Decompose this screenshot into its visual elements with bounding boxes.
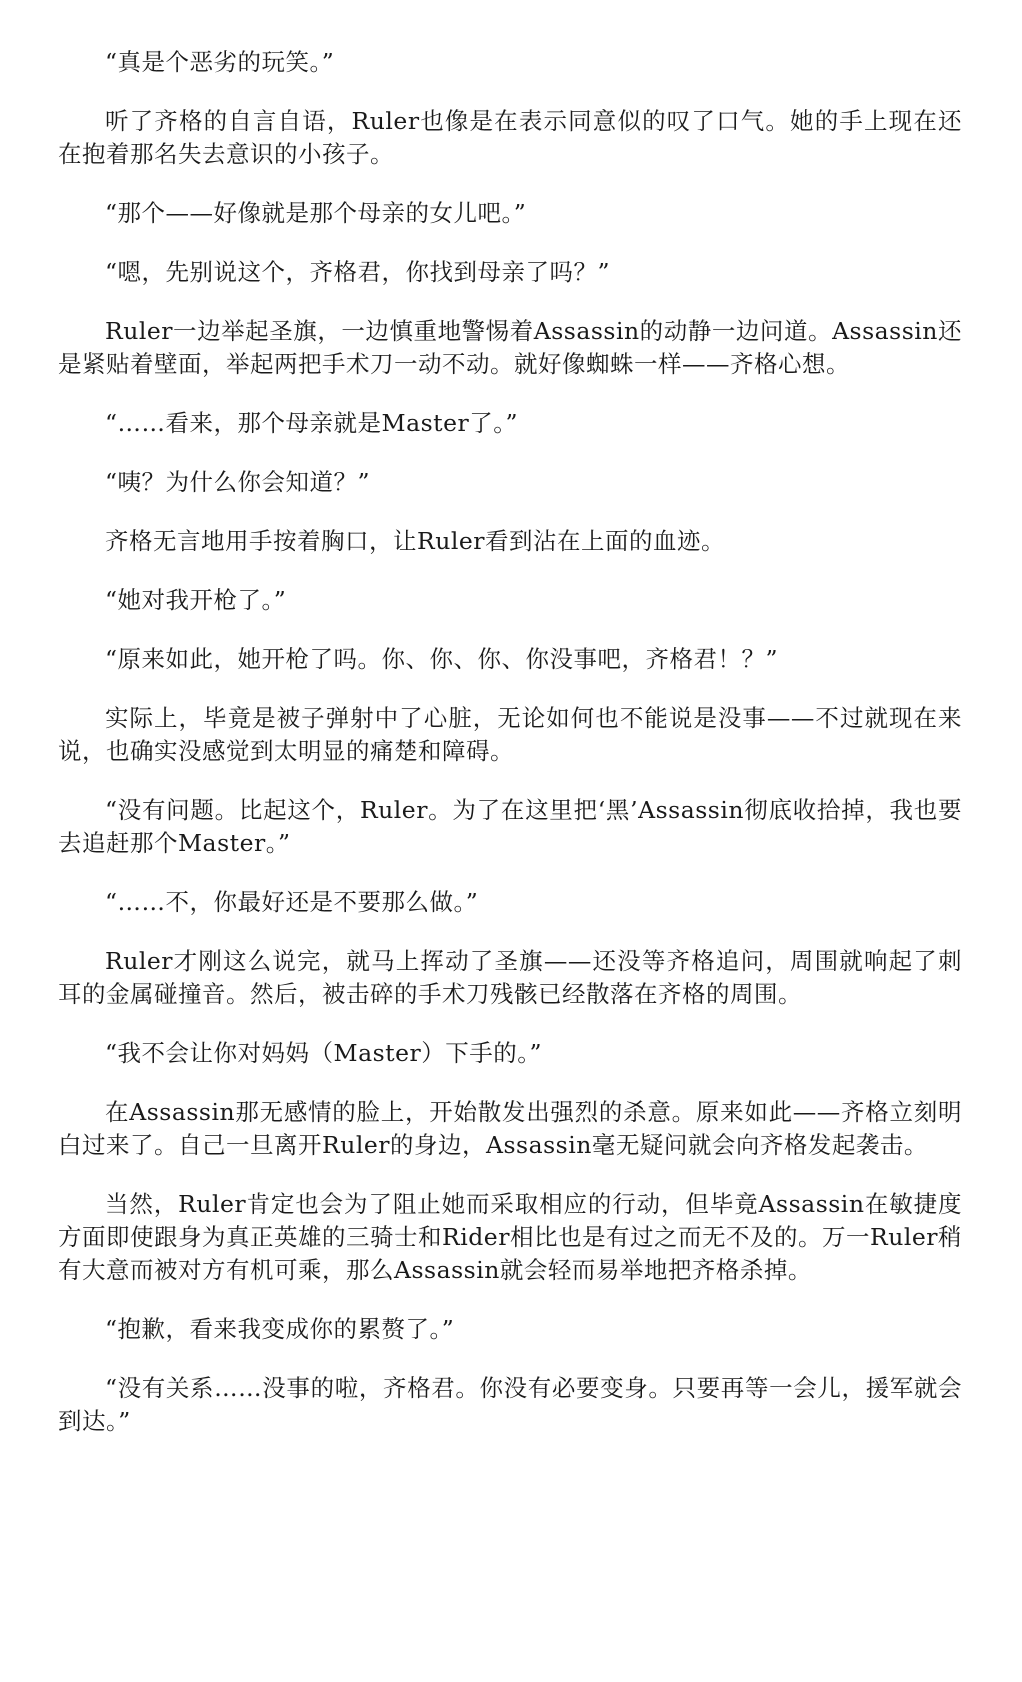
- paragraph: Ruler一边举起圣旗，一边慎重地警惕着Assassin的动静一边问道。Assassin还是紧贴着壁面，举起两把手术刀一动不动。就好像蜘蛛一样——齐格心想。: [58, 317, 962, 378]
- paragraph: 当然，Ruler肯定也会为了阻止她而采取相应的行动，但毕竟Assassin在敏捷度方面即使跟身为真正英雄的三骑士和Rider相比也是有过之而无不及的。万一Ruler稍有大意而被对方有机可乘，那么Assassin就会轻而易举地把齐格杀掉。: [58, 1190, 962, 1284]
- paragraph: “咦？为什么你会知道？”: [105, 468, 371, 496]
- paragraph: Ruler才刚这么说完，就马上挥动了圣旗——还没等齐格追问，周围就响起了刺耳的金属碰撞音。然后，被击碎的手术刀残骸已经散落在齐格的周围。: [58, 947, 962, 1008]
- paragraph: 听了齐格的自言自语，Ruler也像是在表示同意似的叹了口气。她的手上现在还在抱着那名失去意识的小孩子。: [58, 107, 962, 168]
- document-page: [58, 46, 962, 1464]
- paragraph: “没有关系……没事的啦，齐格君。你没有必要变身。只要再等一会儿，援军就会到达。”: [58, 1374, 962, 1435]
- paragraph: “没有问题。比起这个，Ruler。为了在这里把‘黑’Assassin彻底收拾掉，我也要去追赶那个Master。”: [58, 796, 962, 857]
- paragraph: “原来如此，她开枪了吗。你、你、你、你没事吧，齐格君！？”: [105, 645, 779, 673]
- paragraph: “抱歉，看来我变成你的累赘了。”: [105, 1315, 455, 1343]
- paragraph: “我不会让你对妈妈（Master）下手的。”: [105, 1039, 542, 1067]
- paragraph: 齐格无言地用手按着胸口，让Ruler看到沾在上面的血迹。: [105, 527, 725, 555]
- paragraph: 在Assassin那无感情的脸上，开始散发出强烈的杀意。原来如此——齐格立刻明白过来了。自己一旦离开Ruler的身边，Assassin毫无疑问就会向齐格发起袭击。: [58, 1098, 962, 1159]
- paragraph: “……不，你最好还是不要那么做。”: [105, 888, 479, 916]
- paragraph: 实际上，毕竟是被子弹射中了心脏，无论如何也不能说是没事——不过就现在来说，也确实没感觉到太明显的痛楚和障碍。: [58, 704, 962, 765]
- paragraph: “真是个恶劣的玩笑。”: [105, 48, 335, 76]
- paragraph: “嗯，先别说这个，齐格君，你找到母亲了吗？”: [105, 258, 611, 286]
- paragraph: “那个——好像就是那个母亲的女儿吧。”: [105, 199, 527, 227]
- paragraph: “她对我开枪了。”: [105, 586, 287, 614]
- paragraph: “……看来，那个母亲就是Master了。”: [105, 409, 518, 437]
